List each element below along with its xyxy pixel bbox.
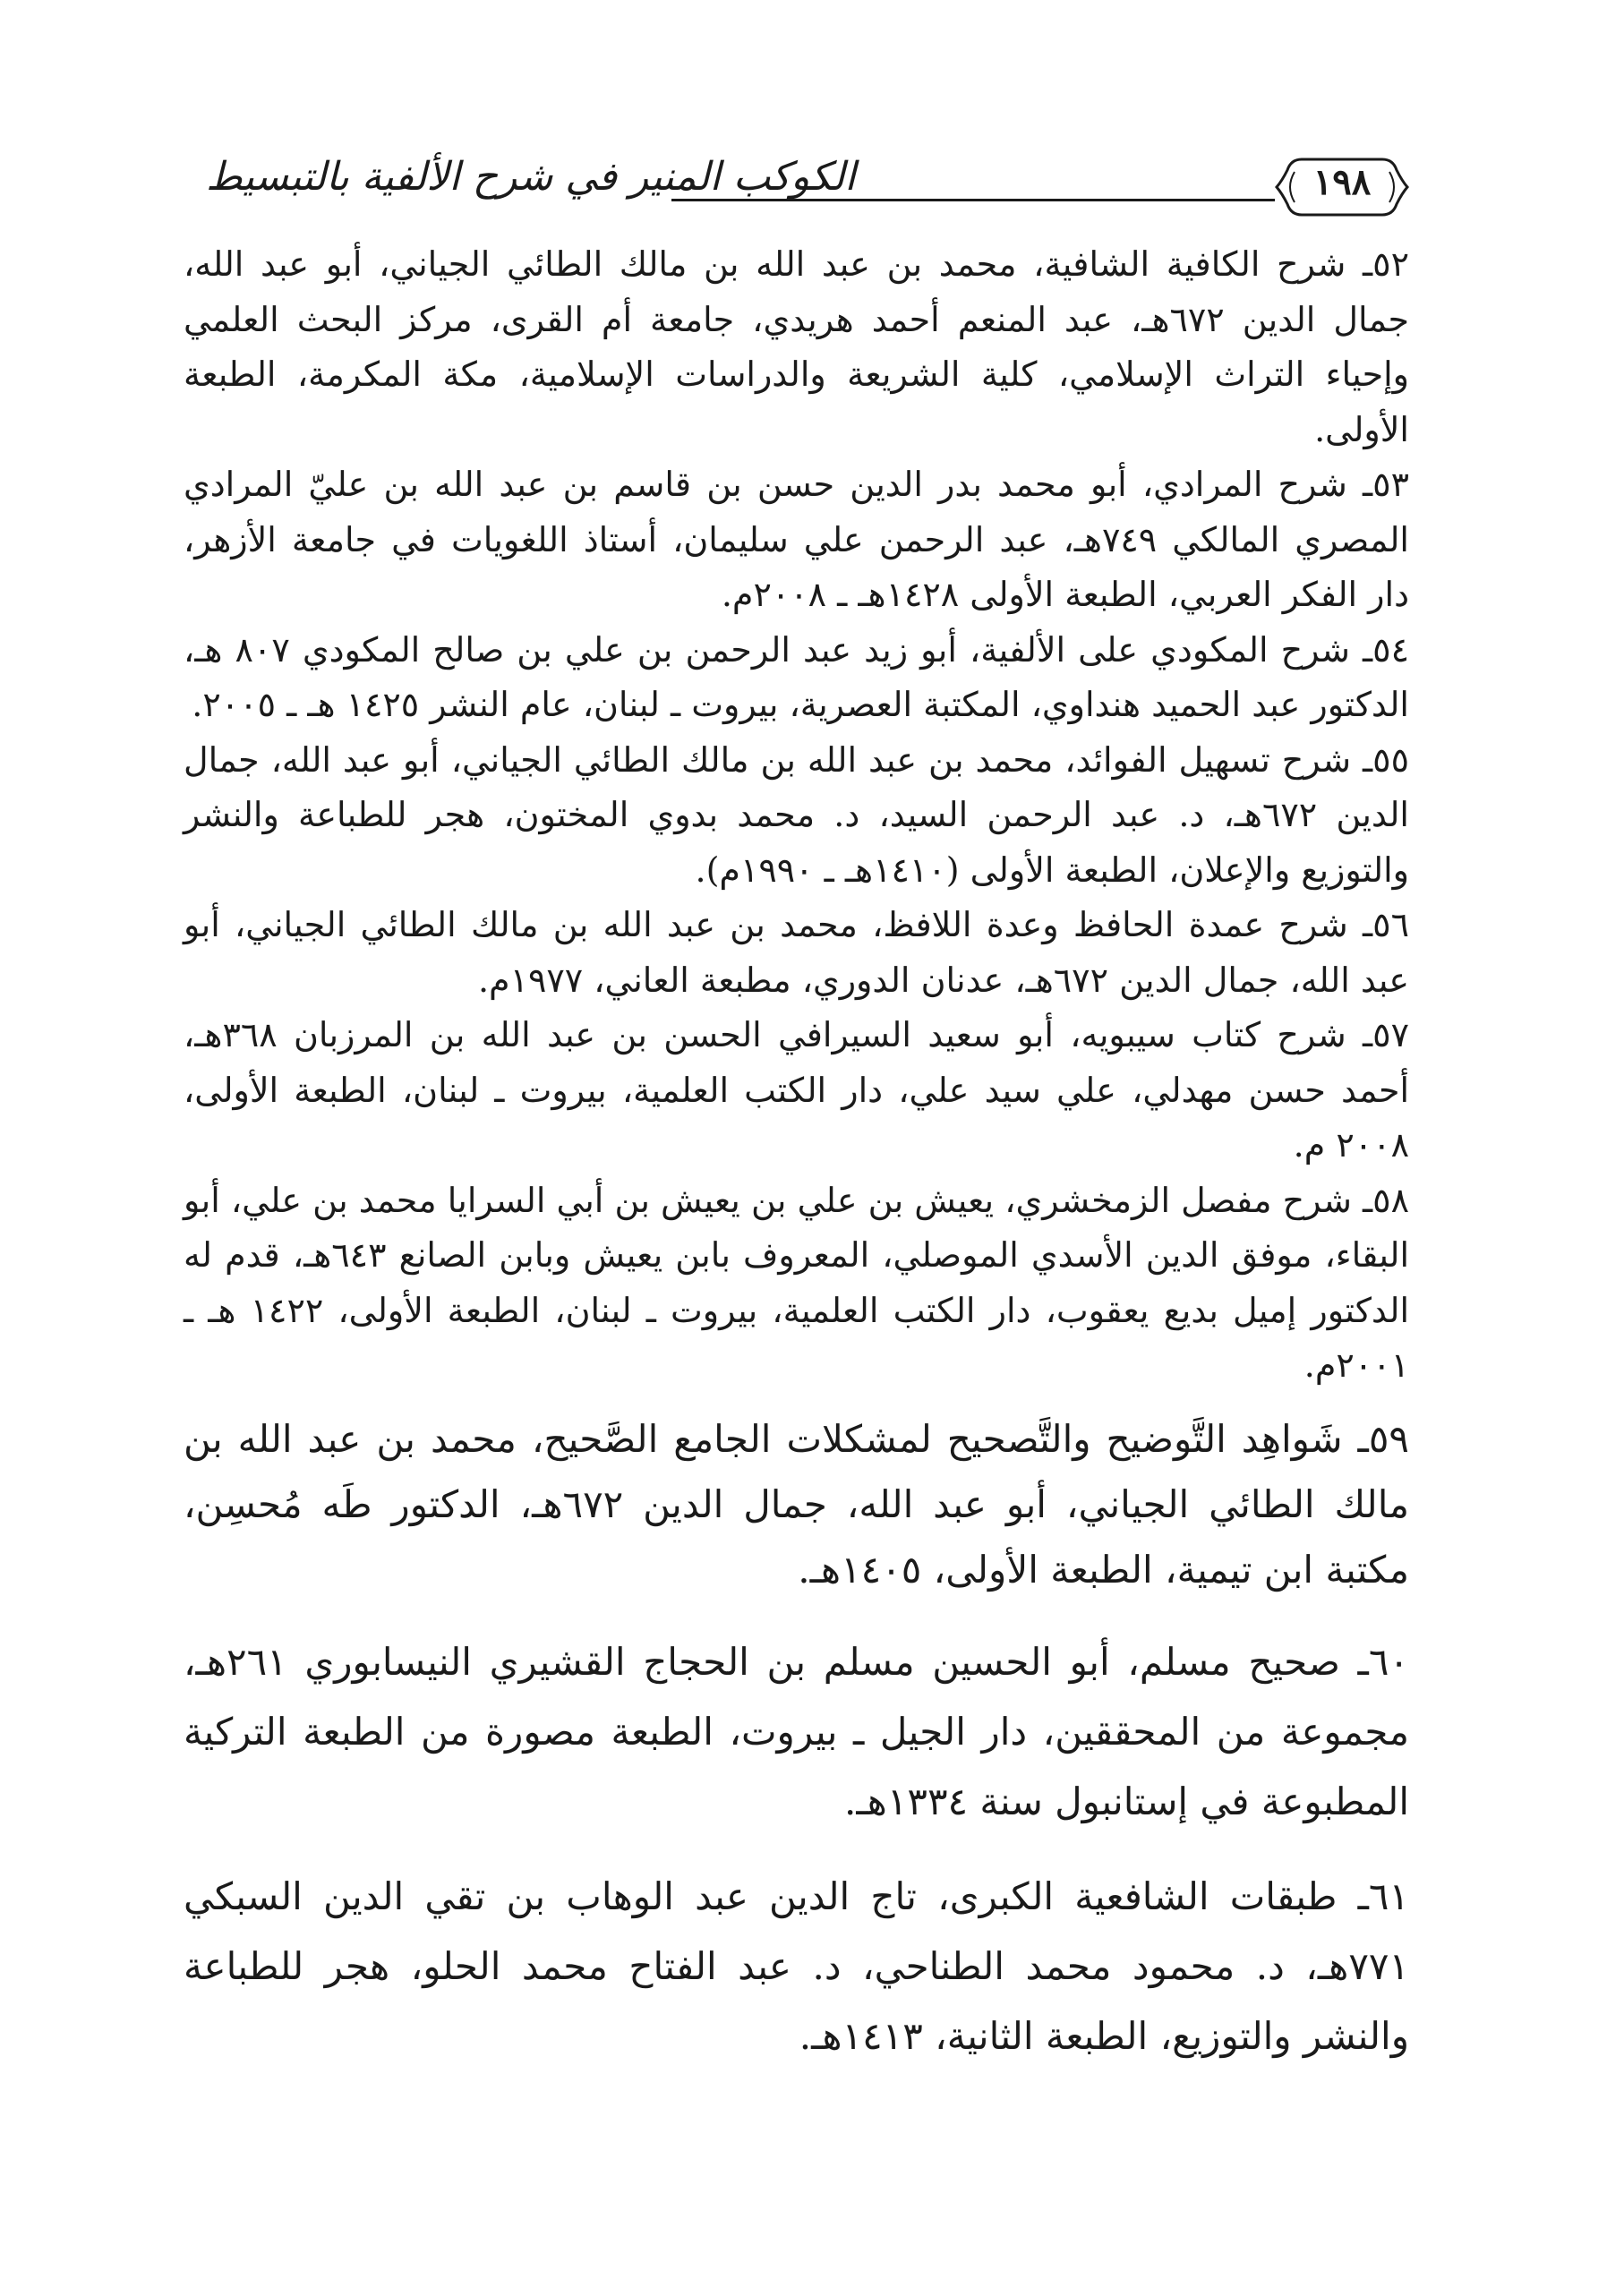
bibliography-entry-56: ٥٦ـ شرح عمدة الحافظ وعدة اللافظ، محمد بن عبد الله بن مالك الطائي الجياني، أبو عبد الله، جمال الدين ٦٧٢هـ، عدنان الدوري، مطبعة العاني، ١٩٧٧م. [184, 905, 1409, 1000]
bibliography-entry-61: ٦١ـ طبقات الشافعية الكبرى، تاج الدين عبد الوهاب بن تقي الدين السبكي ٧٧١هـ، د. محمود محمد الطناحي، د. عبد الفتاح محمد الحلو، هجر للطباعة والنشر والتوزيع، الطبعة الثانية، ١٤١٣هـ. [184, 1874, 1409, 2058]
bibliography-entry-57: ٥٧ـ شرح كتاب سيبويه، أبو سعيد السيرافي الحسن بن عبد الله بن المرزبان ٣٦٨هـ، أحمد حسن مهدلي، علي سيد علي، دار الكتب العلمية، بيروت ـ لبنان، الطبعة الأولى، ٢٠٠٨ م. [184, 1015, 1409, 1165]
bibliography-entry-54: ٥٤ـ شرح المكودي على الألفية، أبو زيد عبد الرحمن بن علي بن صالح المكودي ٨٠٧ هـ، الدكتور عبد الحميد هنداوي، المكتبة العصرية، بيروت ـ لبنان، عام النشر ١٤٢٥ هـ ـ ٢٠٠٥. [184, 629, 1409, 724]
page-number: ١٩٨ [1312, 161, 1372, 203]
bibliography-entry-58: ٥٨ـ شرح مفصل الزمخشري، يعيش بن علي بن يعيش بن أبي السرايا محمد بن علي، أبو البقاء، موفق الدين الأسدي الموصلي، المعروف بابن يعيش وبابن الصانع ٦٤٣هـ، قدم له الدكتور إميل بديع يعقوب، دار الكتب العلمية، بيروت ـ لبنان، الطبعة الأولى، ١٤٢٢ هـ ـ ٢٠٠١م. [184, 1180, 1409, 1385]
header-rule [671, 199, 1275, 201]
page-number-badge [1275, 152, 1409, 222]
page-header [206, 152, 1409, 233]
bibliography-entry-60: ٦٠ـ صحيح مسلم، أبو الحسين مسلم بن الحجاج القشيري النيسابوري ٢٦١هـ، مجموعة من المحققين، دار الجيل ـ بيروت، الطبعة مصورة من الطبعة التركية المطبوعة في إستانبول سنة ١٣٣٤هـ. [184, 1639, 1409, 1823]
bibliography-entry-53: ٥٣ـ شرح المرادي، أبو محمد بدر الدين حسن بن قاسم بن عبد الله بن عليّ المرادي المصري المالكي ٧٤٩هـ، عبد الرحمن علي سليمان، أستاذ اللغويات في جامعة الأزهر، دار الفكر العربي، الطبعة الأولى ١٤٢٨هـ ـ ٢٠٠٨م. [184, 465, 1409, 614]
bibliography-entry-55: ٥٥ـ شرح تسهيل الفوائد، محمد بن عبد الله بن مالك الطائي الجياني، أبو عبد الله، جمال الدين ٦٧٢هـ، د. عبد الرحمن السيد، د. محمد بدوي المختون، هجر للطباعة والنشر والتوزيع والإعلان، الطبعة الأولى (١٤١٠هـ ـ ١٩٩٠م). [184, 739, 1409, 890]
running-title: الكوكب المنير في شرح الألفية بالتبسيط [206, 154, 856, 200]
bibliography-entry-52: ٥٢ـ شرح الكافية الشافية، محمد بن عبد الله بن مالك الطائي الجياني، أبو عبد الله، جمال الدين ٦٧٢هـ، عبد المنعم أحمد هريدي، جامعة أم القرى، مركز البحث العلمي وإحياء التراث الإسلامي، كلية الشريعة والدراسات الإسلامية، مكة المكرمة، الطبعة الأولى. [184, 244, 1409, 449]
bibliography-entry-59: ٥٩ـ شَواهِد التَّوضيح والتَّصحيح لمشكلات الجامع الصَّحيح، محمد بن عبد الله بن مالك الطائي الجياني، أبو عبد الله، جمال الدين ٦٧٢هـ، الدكتور طَه مُحسِن، مكتبة ابن تيمية، الطبعة الأولى، ١٤٠٥هـ. [184, 1416, 1409, 1592]
bibliography-list [184, 237, 1409, 2071]
